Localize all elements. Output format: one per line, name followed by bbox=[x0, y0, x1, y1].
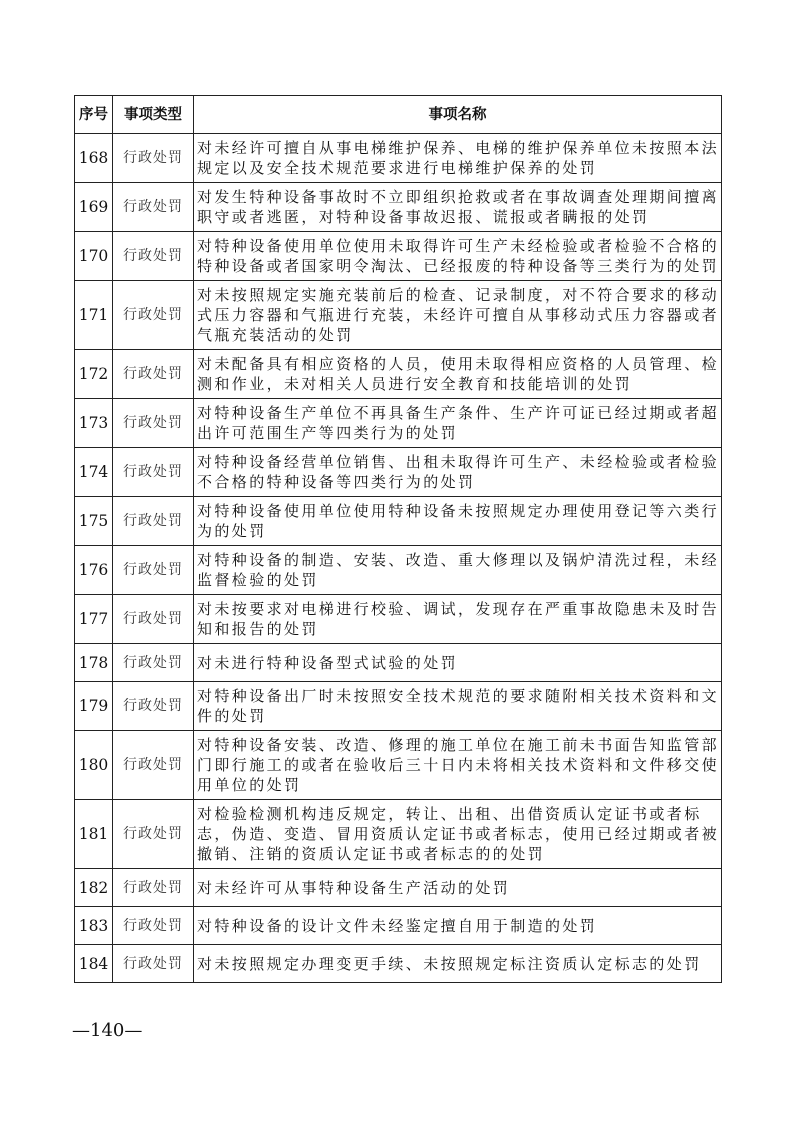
row-name: 对未配备具有相应资格的人员，使用未取得相应资格的人员管理、检测和作业，未对相关人员进行安全教育和技能培训的处罚 bbox=[194, 350, 722, 399]
row-name: 对未按照规定办理变更手续、未按照规定标注资质认定标志的处罚 bbox=[194, 945, 722, 983]
row-name: 对未经许可擅自从事电梯维护保养、电梯的维护保养单位未按照本法规定以及安全技术规范要求进行电梯维护保养的处罚 bbox=[194, 134, 722, 183]
table-row bbox=[75, 448, 722, 497]
row-serial: 177 bbox=[75, 595, 113, 644]
row-serial: 184 bbox=[75, 945, 113, 983]
row-name: 对特种设备使用单位使用未取得许可生产未经检验或者检验不合格的特种设备或者国家明令淘汰、已经报废的特种设备等三类行为的处罚 bbox=[194, 232, 722, 281]
row-name: 对未按要求对电梯进行校验、调试，发现存在严重事故隐患未及时告知和报告的处罚 bbox=[194, 595, 722, 644]
row-name: 对特种设备生产单位不再具备生产条件、生产许可证已经过期或者超出许可范围生产等四类行为的处罚 bbox=[194, 399, 722, 448]
row-type: 行政处罚 bbox=[113, 232, 194, 281]
table-row bbox=[75, 731, 722, 800]
row-serial: 178 bbox=[75, 644, 113, 682]
table-row bbox=[75, 281, 722, 350]
table-row bbox=[75, 945, 722, 983]
row-type: 行政处罚 bbox=[113, 731, 194, 800]
row-name: 对特种设备安装、改造、修理的施工单位在施工前未书面告知监管部门即行施工的或者在验收后三十日内未将相关技术资料和文件移交使用单位的处罚 bbox=[194, 731, 722, 800]
table-row bbox=[75, 232, 722, 281]
page-number: —140— bbox=[72, 1020, 143, 1041]
row-serial: 168 bbox=[75, 134, 113, 183]
table-row bbox=[75, 399, 722, 448]
table-row bbox=[75, 869, 722, 907]
row-serial: 174 bbox=[75, 448, 113, 497]
row-type: 行政处罚 bbox=[113, 134, 194, 183]
row-type: 行政处罚 bbox=[113, 682, 194, 731]
row-serial: 180 bbox=[75, 731, 113, 800]
row-name: 对发生特种设备事故时不立即组织抢救或者在事故调查处理期间擅离职守或者逃匿，对特种设备事故迟报、谎报或者瞒报的处罚 bbox=[194, 183, 722, 232]
row-serial: 182 bbox=[75, 869, 113, 907]
table-row bbox=[75, 644, 722, 682]
header-name: 事项名称 bbox=[194, 96, 722, 134]
row-type: 行政处罚 bbox=[113, 800, 194, 869]
row-type: 行政处罚 bbox=[113, 595, 194, 644]
row-name: 对特种设备经营单位销售、出租未取得许可生产、未经检验或者检验不合格的特种设备等四类行为的处罚 bbox=[194, 448, 722, 497]
row-name: 对特种设备的制造、安装、改造、重大修理以及锅炉清洗过程，未经监督检验的处罚 bbox=[194, 546, 722, 595]
row-serial: 169 bbox=[75, 183, 113, 232]
table-row bbox=[75, 350, 722, 399]
row-name: 对未进行特种设备型式试验的处罚 bbox=[194, 644, 722, 682]
table-row bbox=[75, 907, 722, 945]
row-name: 对特种设备出厂时未按照安全技术规范的要求随附相关技术资料和文件的处罚 bbox=[194, 682, 722, 731]
row-serial: 172 bbox=[75, 350, 113, 399]
row-name: 对特种设备的设计文件未经鉴定擅自用于制造的处罚 bbox=[194, 907, 722, 945]
table-header-row bbox=[75, 96, 722, 134]
row-type: 行政处罚 bbox=[113, 546, 194, 595]
table-row bbox=[75, 800, 722, 869]
row-type: 行政处罚 bbox=[113, 907, 194, 945]
row-name: 对特种设备使用单位使用特种设备未按照规定办理使用登记等六类行为的处罚 bbox=[194, 497, 722, 546]
row-serial: 173 bbox=[75, 399, 113, 448]
table-row bbox=[75, 595, 722, 644]
table-row bbox=[75, 183, 722, 232]
header-type: 事项类型 bbox=[113, 96, 194, 134]
row-type: 行政处罚 bbox=[113, 183, 194, 232]
row-type: 行政处罚 bbox=[113, 497, 194, 546]
row-serial: 175 bbox=[75, 497, 113, 546]
header-serial: 序号 bbox=[75, 96, 113, 134]
row-name: 对检验检测机构违反规定，转让、出租、出借资质认定证书或者标志，伪造、变造、冒用资质认定证书或者标志，使用已经过期或者被撤销、注销的资质认定证书或者标志的的处罚 bbox=[194, 800, 722, 869]
row-serial: 179 bbox=[75, 682, 113, 731]
row-serial: 183 bbox=[75, 907, 113, 945]
row-type: 行政处罚 bbox=[113, 945, 194, 983]
row-type: 行政处罚 bbox=[113, 869, 194, 907]
row-type: 行政处罚 bbox=[113, 448, 194, 497]
items-table bbox=[74, 95, 722, 983]
row-serial: 170 bbox=[75, 232, 113, 281]
row-type: 行政处罚 bbox=[113, 281, 194, 350]
table-row bbox=[75, 134, 722, 183]
row-type: 行政处罚 bbox=[113, 399, 194, 448]
row-name: 对未按照规定实施充装前后的检查、记录制度，对不符合要求的移动式压力容器和气瓶进行充装，未经许可擅自从事移动式压力容器或者气瓶充装活动的处罚 bbox=[194, 281, 722, 350]
row-serial: 171 bbox=[75, 281, 113, 350]
table-row bbox=[75, 682, 722, 731]
row-serial: 181 bbox=[75, 800, 113, 869]
row-name: 对未经许可从事特种设备生产活动的处罚 bbox=[194, 869, 722, 907]
row-serial: 176 bbox=[75, 546, 113, 595]
table-row bbox=[75, 546, 722, 595]
table-row bbox=[75, 497, 722, 546]
row-type: 行政处罚 bbox=[113, 350, 194, 399]
row-type: 行政处罚 bbox=[113, 644, 194, 682]
